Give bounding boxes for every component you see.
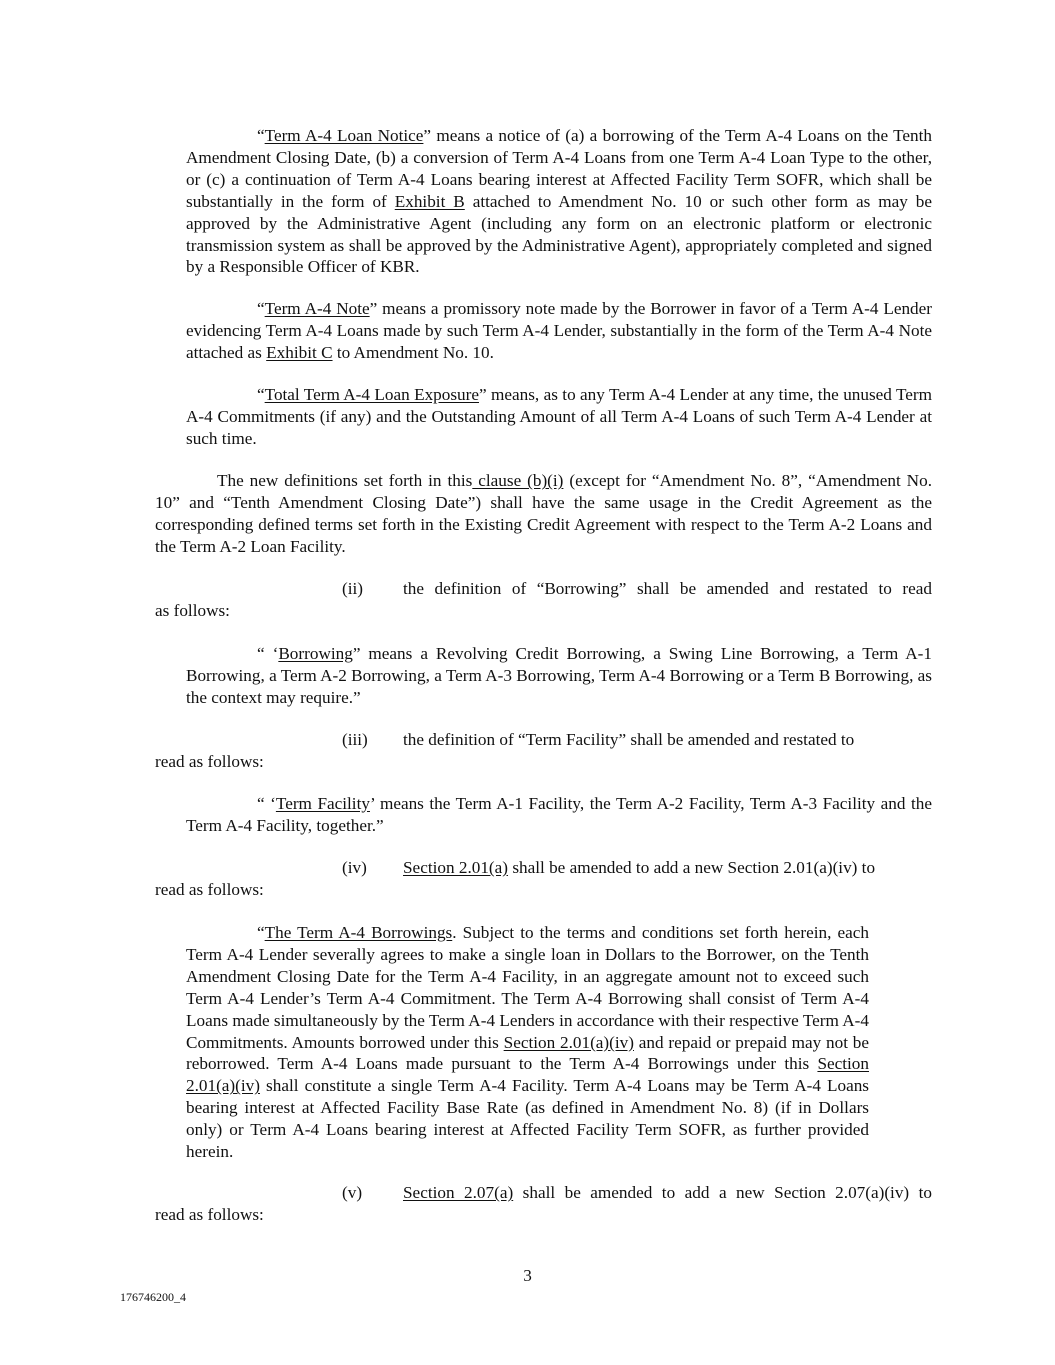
quote-mark: “ xyxy=(257,299,265,318)
amendment-item-iii xyxy=(155,729,932,773)
section-reference: Section 2.01(a) xyxy=(403,858,509,877)
definition-term-a4-note xyxy=(186,298,932,364)
definition-term-a4-loan-notice xyxy=(186,125,932,278)
clause-reference: clause (b)(i) xyxy=(472,471,564,490)
body-text: shall constitute a single Term A-4 Facility. Term A-4 Loans may be Term A-4 Loans bearing interest at Affected Facility Base Rate (as defined in Amendment No. 8) (if in Dollars only) or Term A-4 Loans bearing interest at Affected Facility Term SOFR, as further provided herein. xyxy=(186,1076,869,1162)
defined-term: Term A-4 Loan Notice xyxy=(264,126,424,145)
definition-borrowing xyxy=(186,643,932,709)
amendment-item-ii xyxy=(155,578,932,622)
exhibit-reference: Exhibit B xyxy=(394,191,465,211)
definition-term-facility xyxy=(186,793,932,837)
item-text: the definition of “Term Facility” shall be amended and restated to xyxy=(403,730,855,749)
page-number: 3 xyxy=(523,1266,532,1285)
item-number: (v) xyxy=(342,1183,363,1202)
definition-text: to Amendment No. 10. xyxy=(332,342,494,362)
body-text: and repaid or prepaid may not be reborrowed. Term A-4 Loans made pursuant to the Term A-4 Borrowings under this xyxy=(186,1032,870,1074)
definition-text: ” means a promissory note made by the Borrower in favor of a Term A-4 Lender evidencing Term A-4 Loans made by such Term A-4 Lender, substantially in the form of the Term A-4 Note attached as xyxy=(186,299,932,362)
quote-mark: “ ‘ xyxy=(257,794,276,813)
item-text-continued: read as follows: xyxy=(155,751,264,771)
definition-text: ” means a notice of (a) a borrowing of the Term A-4 Loans on the Tenth Amendment Closing Date, (b) a conversion of Term A-4 Loans from one Term A-4 Loan Type to the other, or (c) a continuation of Term A-4 Loans bearing interest at Affected Facility Term SOFR, which shall be substantially in the form of xyxy=(186,126,932,211)
body-text: The new definitions set forth in this xyxy=(217,471,473,490)
definition-text: ” means a Revolving Credit Borrowing, a Swing Line Borrowing, a Term A-1 Borrowing, a Term A-2 Borrowing, a Term A-3 Borrowing, Term A-4 Borrowing or a Term B Borrowing, as the context may require.” xyxy=(186,644,932,707)
quote-mark: “ xyxy=(257,923,265,942)
item-text-continued: read as follows: xyxy=(155,1204,264,1224)
body-text: (except for “Amendment No. 8”, “Amendment No. 10” and “Tenth Amendment Closing Date”) shall have the same usage in the Credit Agreement as the corresponding defined terms set forth in the Existing Credit Agreement with respect to the Term A-2 Loans and the Term A-2 Loan Facility. xyxy=(155,471,932,556)
quote-mark: “ xyxy=(257,126,265,145)
definition-text: ’ means the Term A-1 Facility, the Term A-2 Facility, Term A-3 Facility and the Term A-4 Facility, together.” xyxy=(186,794,932,835)
body-text: . Subject to the terms and conditions set forth herein, each Term A-4 Lender severally agrees to make a single loan in Dollars to the Borrower, on the Tenth Amendment Closing Date for the Term A-4 Facility, in an aggregate amount not to exceed such Term A-4 Lender’s Term A-4 Commitment. The Term A-4 Borrowing shall consist of Term A-4 Loans made simultaneously by the Term A-4 Lenders in accordance with their respective Term A-4 Commitments. Amounts borrowed under this xyxy=(186,923,869,1052)
definition-total-term-a4-loan-exposure xyxy=(186,384,932,450)
item-text-continued: read as follows: xyxy=(155,879,264,899)
quote-mark: “ xyxy=(257,385,265,404)
item-number: (iv) xyxy=(342,858,367,877)
defined-term: Term Facility xyxy=(275,794,370,813)
section-reference: Section 2.07(a) xyxy=(403,1183,514,1202)
section-reference: Section 2.01(a)(iv) xyxy=(503,1032,634,1052)
item-text-continued: as follows: xyxy=(155,600,230,620)
exhibit-reference: Exhibit C xyxy=(266,342,333,362)
amendment-item-v xyxy=(155,1182,932,1226)
item-number: (iii) xyxy=(342,730,368,749)
definition-text: attached to Amendment No. 10 or such other form as may be approved by the Administrative Agent (including any form on an electronic platform or electronic transmission system as shall be approved by the Administrative Agent), appropriately completed and signed by a Responsible Officer of KBR. xyxy=(186,191,933,277)
defined-term: Term A-4 Note xyxy=(264,299,370,318)
item-text: shall be amended to add a new Section 2.01(a)(iv) to xyxy=(508,858,876,877)
section-reference: Section 2.01(a)(iv) xyxy=(186,1054,869,1096)
item-text: the definition of “Borrowing” shall be amended and restated to read xyxy=(403,579,932,598)
new-definitions-paragraph xyxy=(155,470,932,558)
term-a4-borrowings-paragraph xyxy=(186,922,869,1163)
document-id: 176746200_4 xyxy=(120,1290,186,1304)
item-number: (ii) xyxy=(342,579,363,598)
amendment-item-iv xyxy=(155,857,932,901)
definition-text: ” means, as to any Term A-4 Lender at any time, the unused Term A-4 Commitments (if any) and the Outstanding Amount of all Term A-4 Loans of such Term A-4 Lender at such time. xyxy=(186,385,932,448)
defined-term: The Term A-4 Borrowings xyxy=(264,923,453,942)
defined-term: Borrowing xyxy=(278,644,353,663)
item-text: shall be amended to add a new Section 2.07(a)(iv) to xyxy=(513,1183,932,1202)
defined-term: Total Term A-4 Loan Exposure xyxy=(264,385,479,404)
quote-mark: “ ‘ xyxy=(257,644,279,663)
